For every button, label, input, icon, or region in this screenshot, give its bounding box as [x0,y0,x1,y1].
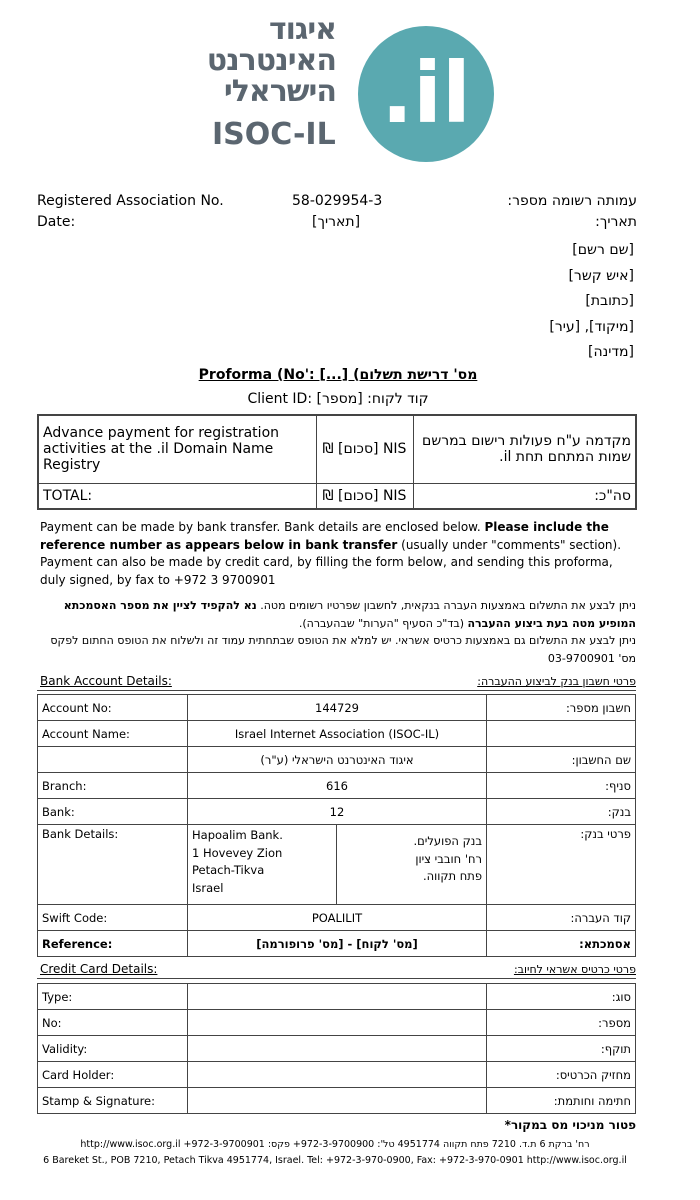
card-type-label-he: סוג: [487,984,636,1010]
proforma-title: Proforma (No': [...] (מס' דרישת תשלום [198,367,478,383]
logo-hebrew-line: האינטרנט [206,43,336,78]
reg-label-en: Registered Association No. [37,193,224,209]
summary-item-he: מקדמה ע"ח פעולות רישום במרשם שמות המתחם תחת il. [413,415,636,483]
notes-he-line2: ניתן לבצע את התשלום גם באמצעות כרטיס אשראי. יש למלא את הטופס שבתחתית עמוד זה ולשלוח את הטופס החתום לפקס מס' 03-9700901 [50,634,636,665]
reg-number: 58-029954-3 [292,193,383,209]
footer-english: 6 Bareket St., POB 7210, Petach Tikva 4951774, Israel. Tel: +972-3-970-0900, Fax: +972-3-970-0901 http://www.isoc.org.il [43,1155,627,1166]
bank-row-account-no [38,695,636,721]
signature-field[interactable] [188,1088,487,1114]
signature-label: Stamp & Signature: [38,1088,188,1114]
card-validity-label: Validity: [38,1036,188,1062]
card-holder-label-he: מחזיק הכרטיס: [487,1062,636,1088]
address-line: [שם רשם] [572,242,634,258]
swift-value: POALILIT [188,905,487,931]
card-validity-label-he: תוקף: [487,1036,636,1062]
account-name-he-value: איגוד האינטרנט הישראלי (ע"ר) [188,747,487,773]
summary-table [37,414,637,510]
card-heading-en: Credit Card Details: [40,962,158,976]
summary-amount: NIS [סכום] ₪ [316,415,413,483]
total-label-en: TOTAL: [38,483,316,509]
details-en-line: 1 Hovevey Zion [192,845,283,860]
account-no-label: Account No: [38,695,188,721]
notes-en-line2: Payment can also be made by credit card, by filling the form below, and sending this proforma, duly signed, by fax to +972 3 9700901 [40,555,613,587]
client-id: Client ID: [מספר] :קוד לקוח [247,391,429,407]
tax-note: פטור מניכוי מס במקור* [504,1118,636,1132]
account-no-value: 144729 [188,695,487,721]
bank-row-branch [38,773,636,799]
branch-value: 616 [188,773,487,799]
logo-latin-text: ISOC-IL [212,117,336,152]
reference-value: [מס' לקוח] - [מס' פרופורמה] [188,931,487,957]
notes-he [40,597,636,667]
card-row [38,1088,636,1114]
summary-item-en: Advance payment for registration activities at the .il Domain Name Registry [38,415,316,483]
total-label-he: סה"כ: [413,483,636,509]
card-number-label-he: מספר: [487,1010,636,1036]
card-row [38,1062,636,1088]
card-table [37,983,636,1114]
details-he-line: רח' חובבי ציון [415,851,482,866]
details-he [337,825,487,905]
card-number-field[interactable] [188,1010,487,1036]
logo-badge [358,26,494,162]
notes-en-line1 [40,519,636,554]
swift-label: Swift Code: [38,905,188,931]
notes-he-line1 [40,597,636,632]
details-en-line: Hapoalim Bank. [192,828,283,842]
details-label-he: פרטי בנק: [487,825,636,905]
bank-row-bank [38,799,636,825]
card-validity-field[interactable] [188,1036,487,1062]
details-en-line: Petach-Tikva [192,863,265,877]
total-row [38,483,636,509]
card-holder-label: Card Holder: [38,1062,188,1088]
account-name-he-empty [38,747,188,773]
logo-hebrew-line: הישראלי [223,74,336,109]
bank-heading-en: Bank Account Details: [40,674,172,688]
address-line: [מדינה] [588,344,634,360]
bank-row-swift [38,905,636,931]
notes-en-line1-b: Please include the reference number as appears below in bank transfer [40,520,609,552]
bank-heading-rule [37,690,636,691]
card-heading-he: פרטי כרטיס אשראי לחיוב: [513,963,636,976]
footer-hebrew: רח' ברקת 6 ת.ד. 7210 פתח תקווה 4951774 טל': 972-3-9700900+ פקס: 972-3-9700901+ http://www.isoc.org.il [80,1139,590,1150]
notes-en-line1-a: Payment can be made by bank transfer. Bank details are enclosed below. [40,520,485,534]
summary-row [38,415,636,483]
notes-he-line1-a: ניתן לבצע את התשלום באמצעות העברה בנקאית, לחשבון שפרטיו רשומים מטה. [256,599,636,612]
signature-label-he: חתימה וחותמת: [487,1088,636,1114]
card-type-field[interactable] [188,984,487,1010]
card-row [38,1036,636,1062]
bank-table [37,694,636,957]
notes-he-line1-b: נא להקפיד לציין את מספר האסמכתא המופיע מטה בעת ביצוע ההעברה [63,599,636,630]
branch-label: Branch: [38,773,188,799]
total-amount: NIS [סכום] ₪ [316,483,413,509]
account-name-empty [487,721,636,747]
bank-row-account-name-he [38,747,636,773]
notes-he-line1-c: (בד"כ הסעיף "הערות" שבהעברה). [298,616,468,630]
address-line: [כתובת] [585,293,634,309]
bank-row-details [38,825,636,905]
details-en-line: Israel [192,880,224,895]
date-label-en: Date: [37,214,76,230]
bank-row-reference [38,931,636,957]
notes-en-line1-c: (usually under "comments" section). [397,537,622,552]
date-placeholder: [תאריך] [312,214,361,230]
account-name-label-he: שם החשבון: [487,747,636,773]
details-en [188,825,337,905]
reg-label-he: עמותה רשומה מספר: [507,193,637,209]
card-type-label: Type: [38,984,188,1010]
bank-value: 12 [188,799,487,825]
account-name-label: Account Name: [38,721,188,747]
address-line: [איש קשר] [568,267,634,284]
address-block [549,238,634,366]
card-holder-field[interactable] [188,1062,487,1088]
bank-label-he: בנק: [487,799,636,825]
address-line: [מיקוד], [עיר] [549,318,634,335]
date-label-he: תאריך: [595,214,637,230]
notes-en [40,519,636,589]
branch-label-he: סניף: [487,773,636,799]
bank-label: Bank: [38,799,188,825]
logo-hebrew-text [196,14,336,107]
logo-hebrew-line: איגוד [268,12,336,47]
card-row [38,984,636,1010]
bank-row-account-name [38,721,636,747]
swift-label-he: קוד העברה: [487,905,636,931]
reference-label-he: אסמכתא: [487,931,636,957]
bank-heading-he: פרטי חשבון בנק לביצוע ההעברה: [477,675,636,688]
reference-label: Reference: [38,931,188,957]
details-he-line: פתח תקווה. [422,869,482,883]
account-name-value: Israel Internet Association (ISOC-IL) [188,721,487,747]
account-no-label-he: חשבון מספר: [487,695,636,721]
card-row [38,1010,636,1036]
details-label: Bank Details: [38,825,188,905]
card-heading-rule [37,978,636,979]
details-he-line: בנק הפועלים. [413,834,482,848]
logo-badge-text: .il [381,44,471,142]
card-number-label: No: [38,1010,188,1036]
